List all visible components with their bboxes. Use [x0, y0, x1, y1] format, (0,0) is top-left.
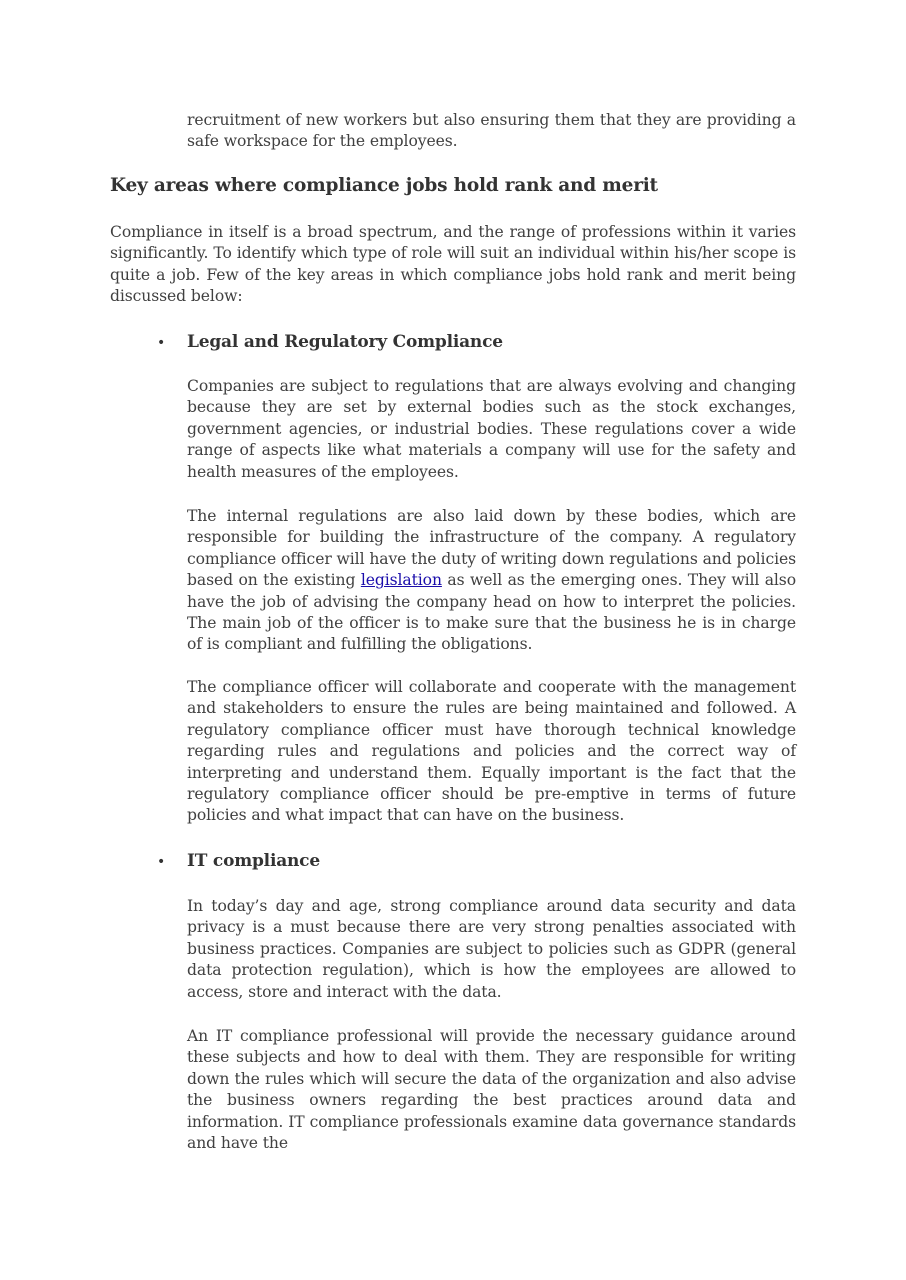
- legal-paragraph-2-text-a: The internal regulations are also laid down by these bodies, which are responsible for building the infrastructure of the company. A regulatory compliance officer will have the duty of writing down regulations and policies based on the existing: [187, 507, 796, 590]
- bullet-legal: •: [157, 335, 166, 351]
- legal-compliance-heading: Legal and Regulatory Compliance: [187, 332, 503, 352]
- bullet-it: •: [157, 854, 166, 870]
- legal-paragraph-1: Companies are subject to regulations that are always evolving and changing because they are set by external bodies such as the stock exchanges, government agencies, or industrial bodies. These regulations cover a wide range of aspects like what materials a company will use for the safety and health measures of the employees.: [187, 377, 796, 481]
- legislation-link[interactable]: legislation: [360, 571, 442, 590]
- it-compliance-heading: IT compliance: [187, 851, 320, 871]
- legal-paragraph-2: [187, 506, 796, 656]
- intro-continuation-paragraph: recruitment of new workers but also ensuring them that they are providing a safe workspace for the employees.: [187, 111, 796, 151]
- it-paragraph-1: In today’s day and age, strong compliance around data security and data privacy is a must because there are very strong penalties associated with business practices. Companies are subject to policies such as GDPR (general data protection regulation), which is how the employees are allowed to access, store and interact with the data.: [187, 897, 796, 1001]
- key-areas-paragraph: Compliance in itself is a broad spectrum, and the range of professions within it varies significantly. To identify which type of role will suit an individual within his/her scope is quite a job. Few of the key areas in which compliance jobs hold rank and merit being discussed below:: [110, 223, 796, 306]
- legal-paragraph-3: The compliance officer will collaborate and cooperate with the management and stakeholders to ensure the rules are being maintained and followed. A regulatory compliance officer must have thorough technical knowledge regarding rules and regulations and policies and the correct way of interpreting and understand them. Equally important is the fact that the regulatory compliance officer should be pre-emptive in terms of future policies and what impact that can have on the business.: [187, 678, 796, 825]
- it-paragraph-2: An IT compliance professional will provide the necessary guidance around these subjects and how to deal with them. They are responsible for writing down the rules which will secure the data of the organization and also advise the business owners regarding the best practices around data and information. IT compliance professionals examine data governance standards and have the: [187, 1027, 796, 1153]
- key-areas-heading: Key areas where compliance jobs hold rank and merit: [110, 175, 658, 196]
- legal-paragraph-2-text-b: as well as the emerging ones. They will also have the job of advising the company head on how to interpret the policies. The main job of the officer is to make sure that the business he is in charge of is compliant and fulfilling the obligations.: [187, 571, 796, 654]
